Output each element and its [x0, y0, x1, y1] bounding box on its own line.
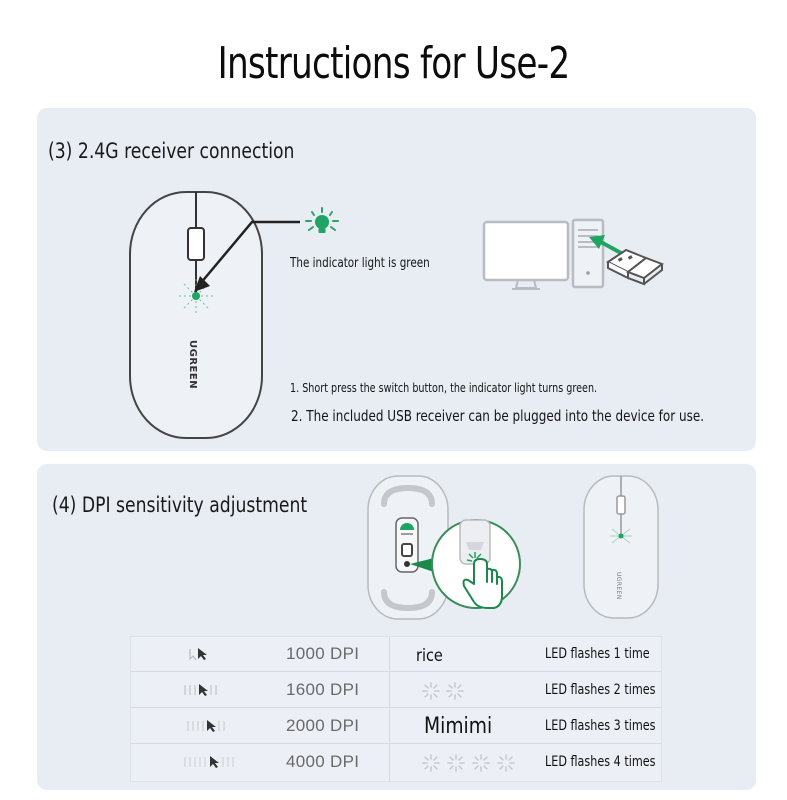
- mouse-brand-label: UGREEN: [187, 340, 198, 390]
- mouse-brand-label-small: UGREEN: [615, 572, 622, 600]
- green-light-bulb-icon: [304, 206, 340, 240]
- led-flash-icon: [445, 681, 465, 701]
- step-2-text: 2. The included USB receiver can be plugged into the device for use.: [291, 407, 705, 425]
- cursor-speed-2-icon: [183, 683, 223, 697]
- dpi-table: [130, 636, 662, 782]
- led-flash-icon: [421, 753, 441, 773]
- mouse-top-view-small-icon: [582, 474, 662, 622]
- dpi-value: 4000 DPI: [286, 752, 360, 771]
- table-row: [131, 709, 661, 744]
- dpi-value: 1000 DPI: [286, 644, 360, 663]
- led-overlay-text: Mimimi: [424, 714, 493, 739]
- led-flash-icon: [446, 753, 466, 773]
- cursor-speed-3-icon: [186, 719, 232, 733]
- indicator-label: The indicator light is green: [290, 256, 430, 271]
- dpi-value: 2000 DPI: [286, 716, 360, 735]
- page-title: Instructions for Use-2: [217, 38, 570, 89]
- led-flash-description: LED flashes 2 times: [545, 682, 656, 698]
- step-1-text: 1. Short press the switch button, the indicator light turns green.: [290, 381, 598, 395]
- usb-receiver-icon: [606, 242, 664, 284]
- cursor-speed-1-icon: [186, 647, 216, 661]
- dpi-value: 1600 DPI: [286, 680, 360, 699]
- led-flash-description: LED flashes 1 time: [545, 646, 650, 662]
- mouse-bottom-view-icon: [366, 474, 541, 624]
- cursor-speed-4-icon: [183, 755, 243, 769]
- table-row: [131, 673, 661, 708]
- led-overlay-text: rice: [416, 646, 443, 666]
- led-flash-description: LED flashes 4 times: [545, 754, 656, 770]
- led-flash-icon: [421, 681, 441, 701]
- table-row: [131, 637, 661, 672]
- led-flash-description: LED flashes 3 times: [545, 718, 656, 734]
- section-4-title: (4) DPI sensitivity adjustment: [52, 493, 308, 517]
- table-row: [131, 745, 661, 780]
- led-flash-icon: [471, 753, 491, 773]
- led-flash-icon: [496, 753, 516, 773]
- section-3-title: (3) 2.4G receiver connection: [48, 139, 295, 163]
